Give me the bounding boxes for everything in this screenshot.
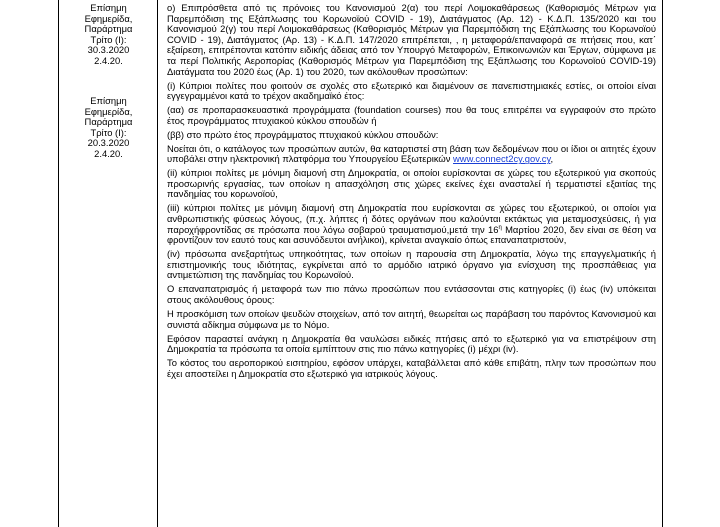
- paragraph-ii: (ii) κύπριοι πολίτες με μόνιμη διαμονή στη Δημοκρατία, οι οποίοι ευρίσκονται σε χώρες του εξωτερικού για σκοπούς προσωρινής εργασίας, των οποίων η απασχόληση στις χώρες εκείνες έχει ανασταλεί ή τερματιστεί εξαιτίας της πανδημίας του κορωνοϊού,: [167, 167, 656, 200]
- left-margin-rule: [58, 0, 59, 527]
- side-note-gazette-2: [62, 96, 155, 160]
- side-note-line: Εφημερίδα,: [84, 12, 133, 24]
- paragraph-proviso: [167, 144, 656, 165]
- side-note-line: Παράρτημα: [84, 23, 133, 35]
- paragraph-iii: [167, 203, 656, 245]
- side-note-line: Τρίτο (Ι):: [90, 126, 127, 138]
- side-note-line: 2.4.20.: [94, 147, 123, 159]
- side-note-line: Εφημερίδα,: [84, 105, 133, 117]
- paragraph-conditions: Ο επαναπατρισμός ή μεταφορά των πιο πάνω προσώπων που εντάσσονται στις κατηγορίες (i) έως (iv) υπόκειται στους ακόλουθους όρους:: [167, 283, 656, 305]
- paragraph-false-statements: Η προσκόμιση των οποίων ψευδών στοιχείων, από τον αιτητή, θεωρείται ως παράβαση του παρόντος Κανονισμού και συνιστά αδίκημα σύμφωνα με το Νόμο.: [167, 307, 656, 330]
- main-text-column: [167, 3, 656, 383]
- paragraph-o: ο) Επιπρόσθετα από τις πρόνοιες του Κανονισμού 2(α) του περί Λοιμοκαθάρσεως (Καθορισμός Μέτρων για Παρεμπόδιση της Εξάπλωσης του Κορωνοϊού COVID - 19), Διατάγματος (Αρ. 12) - Κ.Δ.Π. 135/2020 και του Κανονισμού 2(γ) του περί Λοιμοκαθάρσεως (Καθορισμός Μέτρων για Παρεμπόδιση της Εξάπλωσης του Κορωνοϊού COVID - 19), Διατάγματος (Αρ. 13) - Κ.Δ.Π. 147/2020 επιτρέπεται, , η μεταφορά/επαναφορά σε πτήσεις που, κατ΄ εξαίρεση, επιτρέπονται κατόπιν ειδικής άδειας από τον Υπουργό Μεταφορών, Επικοινωνιών και Έργων, σύμφωνα με τα περί Πολιτικής Αεροπορίας (Καθορισμός Μέτρων για Παρεμπόδιση της Εξάπλωσης του Κορωνοϊού COVID-19) Διατάγματα του 2020 έως (Αρ. 1) του 2020, των ακόλουθων προσώπων:: [167, 2, 656, 77]
- paragraph-ticket-cost: Το κόστος του αεροπορικού εισιτηρίου, εφόσον υπάρχει, καταβάλλεται από κάθε επιβάτη, πλην των προσώπων που έχει αποστείλει η Δημοκρατία στο εξωτερικό για ιατρικούς λόγους.: [167, 357, 656, 379]
- paragraph-aa: (αα) σε προπαρασκευαστικά προγράμματα (foundation courses) που θα τους επιτρέπει να εγγραφούν στο πρώτο έτος προγράμματος πτυχιακού κύκλου σπουδών ή: [167, 104, 656, 126]
- proviso-end: ,: [550, 153, 554, 165]
- side-note-line: Τρίτο (Ι):: [90, 33, 127, 45]
- paragraph-charter-flights: Εφόσον παραστεί ανάγκη η Δημοκρατία θα ναυλώσει ειδικές πτήσεις από το εξωτερικό για να επιστρέψουν στη Δημοκρατία τα πρόσωπα τα οποία εμπίπτουν στις πιο πάνω κατηγορίες (i) μέχρι (iv).: [167, 332, 656, 355]
- side-note-line: Επίσημη: [90, 95, 127, 106]
- paragraph-iv: (iv) πρόσωπα ανεξαρτήτως υπηκοότητας, των οποίων η παρουσία στη Δημοκρατία, λόγω της επαγγελματικής ή επιστημονικής τους ιδιότητας, εγκρίνεται από το αρμόδιο ιατρικό όργανο για ενίσχυση της προσπάθειας για αντιμετώπιση της πανδημίας του Κορωνοϊού.: [167, 248, 656, 281]
- side-note-line: 2.4.20.: [94, 54, 123, 66]
- column-divider-rule: [157, 0, 158, 527]
- paragraph-bb: (ββ) στο πρώτο έτος προγράμματος πτυχιακού κύκλου σπουδών:: [167, 128, 439, 140]
- connect2cy-link[interactable]: www.connect2cy.gov.cy: [453, 153, 551, 165]
- side-note-line: Επίσημη: [90, 2, 127, 13]
- paragraph-i: (i) Κύπριοι πολίτες που φοιτούν σε σχολές στο εξωτερικό και διαμένουν σε πανεπιστημιακές εστίες, οι οποίοι είναι εγγεγραμμένοι κατά το τρέχον ακαδημαϊκό έτος:: [167, 79, 656, 102]
- side-note-line: Παράρτημα: [84, 116, 133, 128]
- side-note-gazette-1: [62, 3, 155, 67]
- ordinal-superscript: η: [498, 224, 502, 231]
- proviso-text: Νοείται ότι, ο κατάλογος των προσώπων αυτών, θα καταρτιστεί στη βάση των δεδομένων που οι ίδιοι οι αιτητές έχουν υποβάλει στην ηλεκτρονική πλατφόρμα του Υπουργείου Εξωτερικών: [167, 142, 656, 165]
- side-note-line: 20.3.2020: [87, 137, 130, 149]
- paragraph-iii-text-b: Μαρτίου 2020, δεν είναι σε θέση να φροντίζουν τον εαυτό τους και ασυνόδευτοι ανήλικοι), κρίνεται αναγκαίο όπως επαναπατριστούν,: [167, 223, 656, 246]
- side-note-line: 30.3.2020: [87, 44, 130, 56]
- right-margin-rule: [662, 0, 663, 527]
- paragraph-iii-text-a: (iii) κύπριοι πολίτες με μόνιμη διαμονή στη Δημοκρατία που ευρίσκονται σε χώρες του εξωτερικού, οι οποίοι για ανθρωπιστικής φύσεως λόγους, (π.χ. λήπτες ή δότες οργάνων που καλούνται εκτάκτως για μεταμοσχεύσεις, ή για παροχήφροντίδας σε πρόσωπα που λόγω σοβαρού τραυματισμού,μετά την 16: [167, 202, 656, 235]
